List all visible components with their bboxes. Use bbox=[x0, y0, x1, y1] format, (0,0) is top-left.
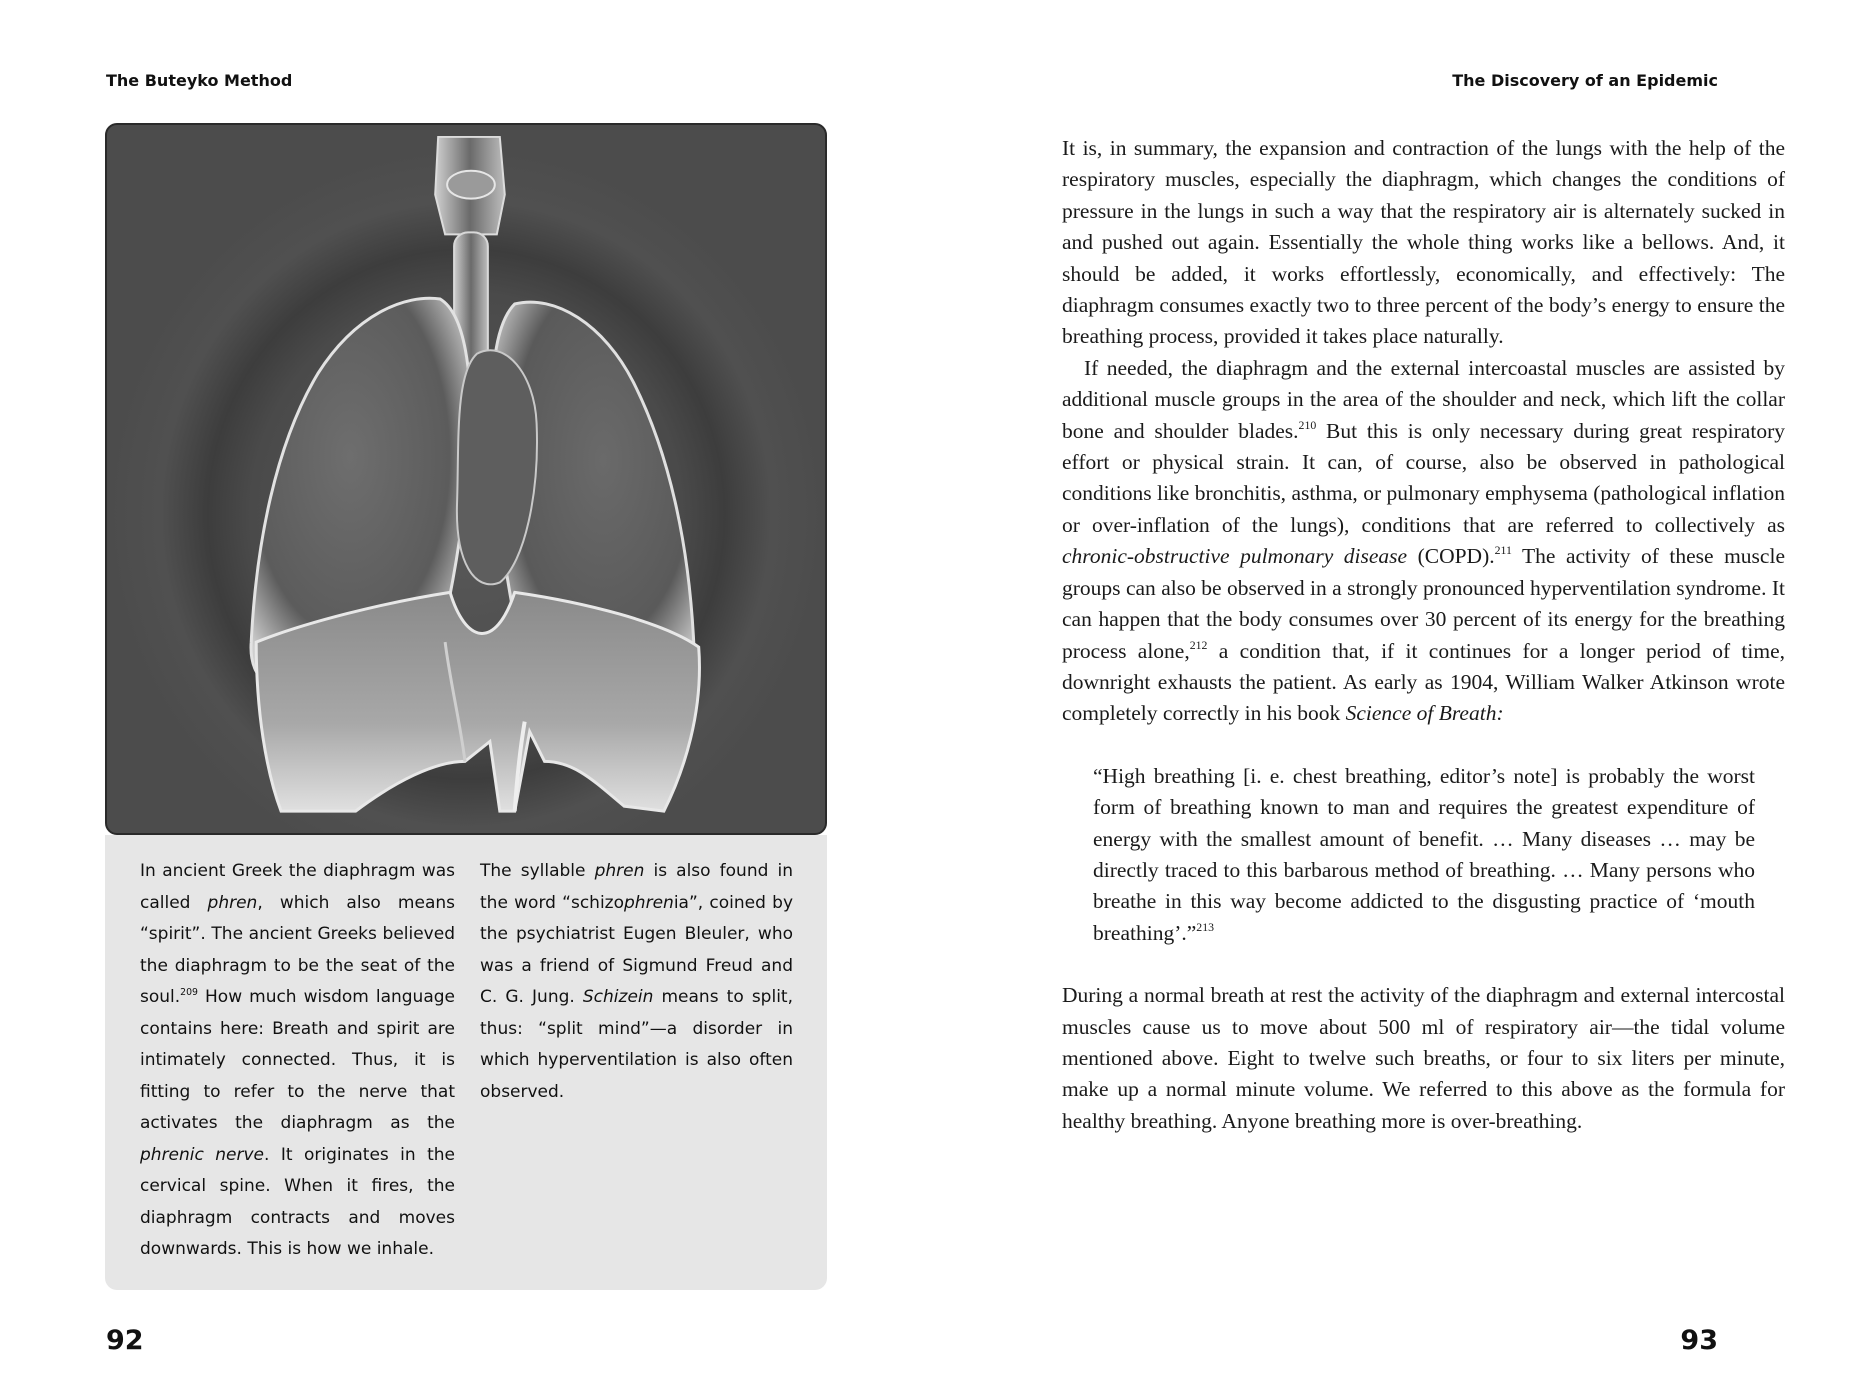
sidebar-box bbox=[105, 835, 827, 1290]
italic-text: chronic-obstructive pulmonary disease bbox=[1062, 544, 1408, 569]
body-paragraph bbox=[1062, 353, 1785, 730]
page-number-right: 93 bbox=[1680, 1325, 1718, 1356]
text-run: “High breathing [i. e. chest breathing, editor’s note] is probably the worst form of breathing known to man and requires the greatest expenditure of energy with the smallest amount of benefit. … Many diseases … may be directly traced to this barbarous method of breathing. … Many persons who breathe in this way become addicted to the disgusting practice of ‘mouth breathing’.” bbox=[1093, 763, 1755, 945]
body-paragraph bbox=[1062, 980, 1785, 1137]
sidebar-paragraph bbox=[480, 856, 793, 1108]
right-page bbox=[933, 0, 1866, 1400]
lungs-diaphragm-icon bbox=[107, 125, 825, 833]
sidebar-column-1 bbox=[140, 856, 455, 1266]
text-run: It is, in summary, the expansion and contraction of the lungs with the help of the respiratory muscles, especially the diaphragm, which changes the conditions of pressure in the lungs in such a way that the respiratory air is alternately sucked in and pushed out again. Essentially the whole thing works like a bellows. And, it should be added, it works effortlessly, economically, and effectively: The diaphragm consumes exactly two to three percent of the body’s energy to ensure the breathing process, provided it takes place naturally. bbox=[1062, 136, 1785, 349]
italic-text: phren bbox=[594, 861, 645, 881]
text-run: How much wisdom language contains here: Breath and spirit are intimately connected. Thus, it is fitting to refer to the nerve that activates the diaphragm as the bbox=[140, 987, 455, 1133]
italic-text: Science of Breath: bbox=[1345, 701, 1504, 726]
text-run: a condition that, if it continues for a longer period of time, downright exhausts the patient. As early as 1904, William Walker Atkinson wrote completely correctly in his book bbox=[1062, 638, 1785, 726]
body-text bbox=[1062, 133, 1785, 1137]
sidebar-paragraph bbox=[140, 856, 455, 1266]
footnote-ref: 211 bbox=[1494, 543, 1512, 558]
running-head-left: The Buteyko Method bbox=[106, 71, 293, 90]
running-head-right: The Discovery of an Epidemic bbox=[1452, 71, 1718, 90]
page-number-left: 92 bbox=[106, 1325, 144, 1356]
quote-text bbox=[1093, 761, 1755, 949]
text-run: In ancient Greek the diaphragm was called bbox=[140, 861, 455, 913]
footnote-ref: 209 bbox=[180, 987, 199, 998]
footnote-ref: 210 bbox=[1298, 417, 1317, 432]
block-quote bbox=[1093, 761, 1755, 949]
footnote-ref: 213 bbox=[1196, 919, 1214, 934]
text-run: . It originates in the cervical spine. When it fires, the diaphragm contracts and moves downwards. This is how we inhale. bbox=[140, 1144, 455, 1259]
italic-text: phren bbox=[207, 892, 258, 913]
sidebar-column-2 bbox=[480, 856, 793, 1108]
text-run: The syllable bbox=[480, 861, 595, 881]
text-run: The activity of these muscle groups can also be observed in a strongly pronounced hyperventilation syndrome. It can happen that the body consumes over 30 percent of its energy for the breathing process alone, bbox=[1062, 544, 1785, 663]
text-run: is also found in the word “schizo bbox=[480, 861, 793, 913]
text-run: , which also means “spirit”. The ancient Greeks believed the diaphragm to be the seat of the soul. bbox=[140, 892, 455, 1007]
italic-text: Schizein bbox=[582, 987, 654, 1007]
italic-text: phren bbox=[624, 892, 674, 913]
italic-text: phrenic nerve bbox=[140, 1144, 265, 1165]
text-run: ia”, coined by the psychiatrist Eugen Bleuler, who was a friend of Sigmund Freud and C. G. Jung. bbox=[480, 892, 793, 1007]
footnote-ref: 212 bbox=[1189, 637, 1208, 652]
body-paragraph bbox=[1062, 133, 1785, 353]
lungs-diaphragm-figure bbox=[105, 123, 827, 835]
text-run: If needed, the diaphragm and the external intercoastal muscles are assisted by additional muscle groups in the area of the shoulder and neck, which lift the collar bone and shoulder blades. bbox=[1062, 355, 1785, 443]
text-run: means to split, thus: “split mind”—a disorder in which hyperventilation is also often observed. bbox=[480, 987, 793, 1102]
text-run: But this is only necessary during great respiratory effort or physical strain. It can, of course, also be observed in pathological conditions like bronchitis, asthma, or pulmonary emphysema (pathological inflation or over-inflation of the lungs), conditions that are referred to collectively as bbox=[1062, 418, 1785, 537]
text-run: (COPD). bbox=[1407, 544, 1495, 569]
text-run: During a normal breath at rest the activity of the diaphragm and external intercostal muscles cause us to move about 500 ml of respiratory air—the tidal volume mentioned above. Eight to twelve such breaths, or four to six liters per minute, make up a normal minute volume. We referred to this above as the formula for healthy breathing. Anyone breathing more is over-breathing. bbox=[1062, 983, 1785, 1133]
